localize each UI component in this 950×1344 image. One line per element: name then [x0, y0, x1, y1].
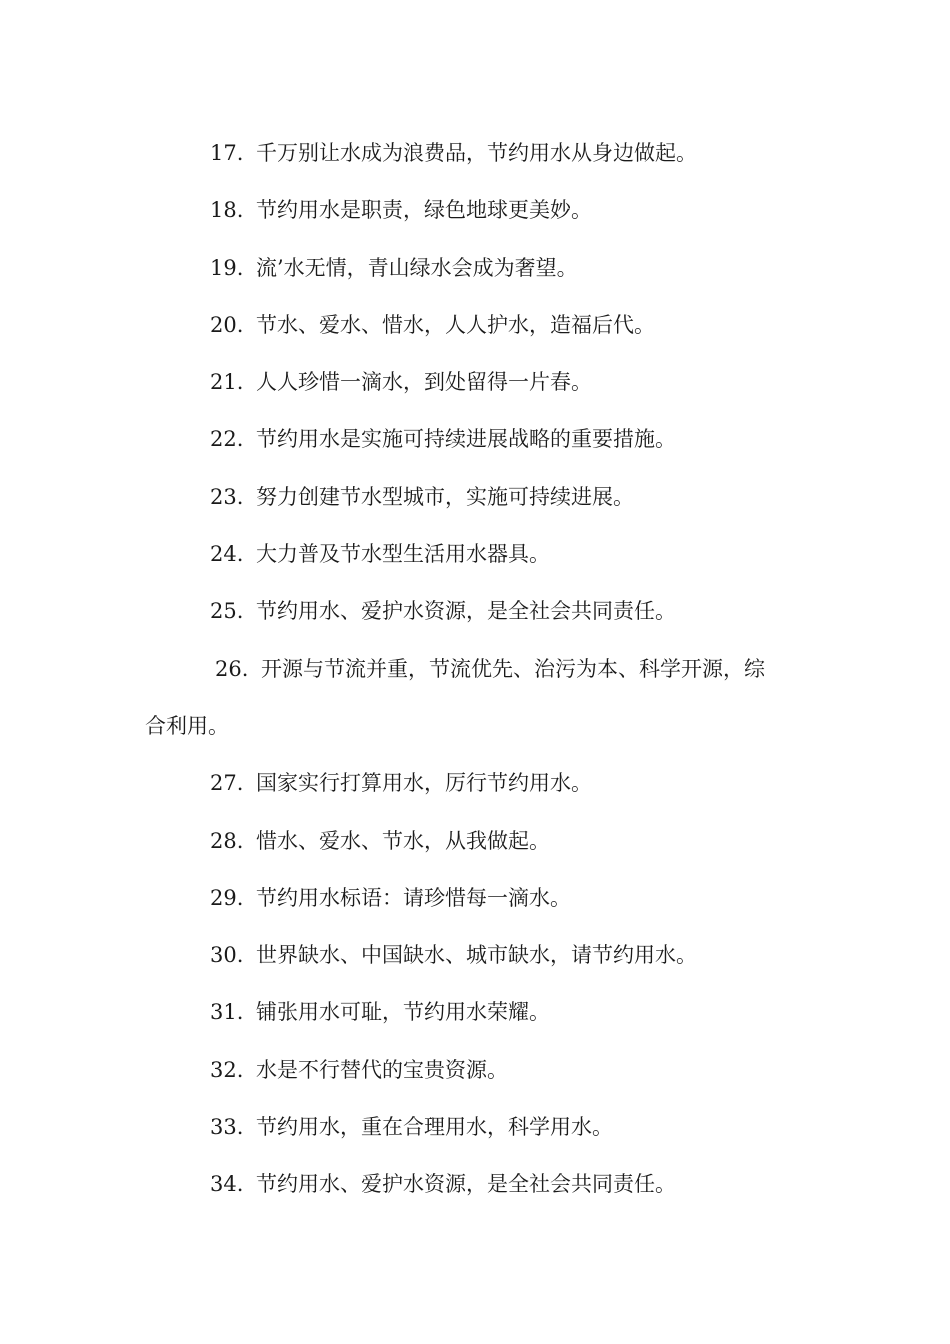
- item-number: 18.: [210, 198, 244, 223]
- list-item: [145, 870, 810, 927]
- item-number: 27.: [210, 771, 244, 796]
- list-item: [145, 411, 810, 468]
- item-text: 节约用水标语：请珍惜每一滴水。: [256, 885, 571, 910]
- list-item: [145, 927, 810, 984]
- item-text: 水是不行替代的宝贵资源。: [256, 1057, 508, 1082]
- list-item: [145, 755, 810, 812]
- item-number: 22.: [210, 427, 244, 452]
- list-item: [145, 984, 810, 1041]
- item-text: 流’水无情，青山绿水会成为奢望。: [256, 255, 578, 280]
- list-item: [145, 641, 810, 756]
- item-text: 国家实行打算用水，厉行节约用水。: [256, 771, 592, 796]
- item-number: 31.: [210, 1000, 244, 1025]
- item-number: 30.: [210, 943, 244, 968]
- list-item: [145, 240, 810, 297]
- item-number: 23.: [210, 484, 244, 509]
- item-number: 21.: [210, 370, 244, 395]
- list-item: [145, 583, 810, 640]
- item-text: 惜水、爱水、节水，从我做起。: [256, 828, 550, 853]
- item-number: 26.: [215, 656, 249, 681]
- item-number: 24.: [210, 542, 244, 567]
- item-text: 节约用水、爱护水资源，是全社会共同责任。: [256, 599, 676, 624]
- item-text: 节约用水，重在合理用水，科学用水。: [256, 1115, 613, 1140]
- item-continuation: 合利用。: [145, 713, 229, 738]
- item-text: 人人珍惜一滴水，到处留得一片春。: [256, 370, 592, 395]
- item-text: 节水、爱水、惜水，人人护水，造福后代。: [256, 312, 655, 337]
- item-text: 世界缺水、中国缺水、城市缺水，请节约用水。: [256, 943, 697, 968]
- item-number: 28.: [210, 828, 244, 853]
- item-text: 大力普及节水型生活用水器具。: [256, 542, 550, 567]
- item-first-line: [145, 641, 810, 698]
- list-item: [145, 354, 810, 411]
- item-text: 节约用水、爱护水资源，是全社会共同责任。: [256, 1172, 676, 1197]
- list-item: [145, 1099, 810, 1156]
- item-text: 铺张用水可耻，节约用水荣耀。: [256, 1000, 550, 1025]
- item-text: 努力创建节水型城市，实施可持续进展。: [256, 484, 634, 509]
- item-number: 29.: [210, 885, 244, 910]
- item-text: 开源与节流并重，节流优先、治污为本、科学开源，综: [261, 656, 765, 681]
- item-number: 33.: [210, 1115, 244, 1140]
- list-item: [145, 297, 810, 354]
- item-text: 节约用水是职责，绿色地球更美妙。: [256, 198, 592, 223]
- item-text: 节约用水是实施可持续进展战略的重要措施。: [256, 427, 676, 452]
- item-number: 17.: [210, 141, 244, 165]
- list-item: [145, 1042, 810, 1099]
- list-item: [145, 125, 810, 182]
- slogan-list: [145, 125, 810, 1214]
- item-number: 25.: [210, 599, 244, 624]
- item-number: 32.: [210, 1057, 244, 1082]
- item-text: 千万别让水成为浪费品，节约用水从身边做起。: [256, 141, 697, 165]
- list-item: [145, 1156, 810, 1213]
- list-item: [145, 813, 810, 870]
- list-item: [145, 182, 810, 239]
- item-number: 34.: [210, 1172, 244, 1197]
- item-number: 19.: [210, 255, 244, 280]
- list-item: [145, 526, 810, 583]
- item-number: 20.: [210, 312, 244, 337]
- list-item: [145, 469, 810, 526]
